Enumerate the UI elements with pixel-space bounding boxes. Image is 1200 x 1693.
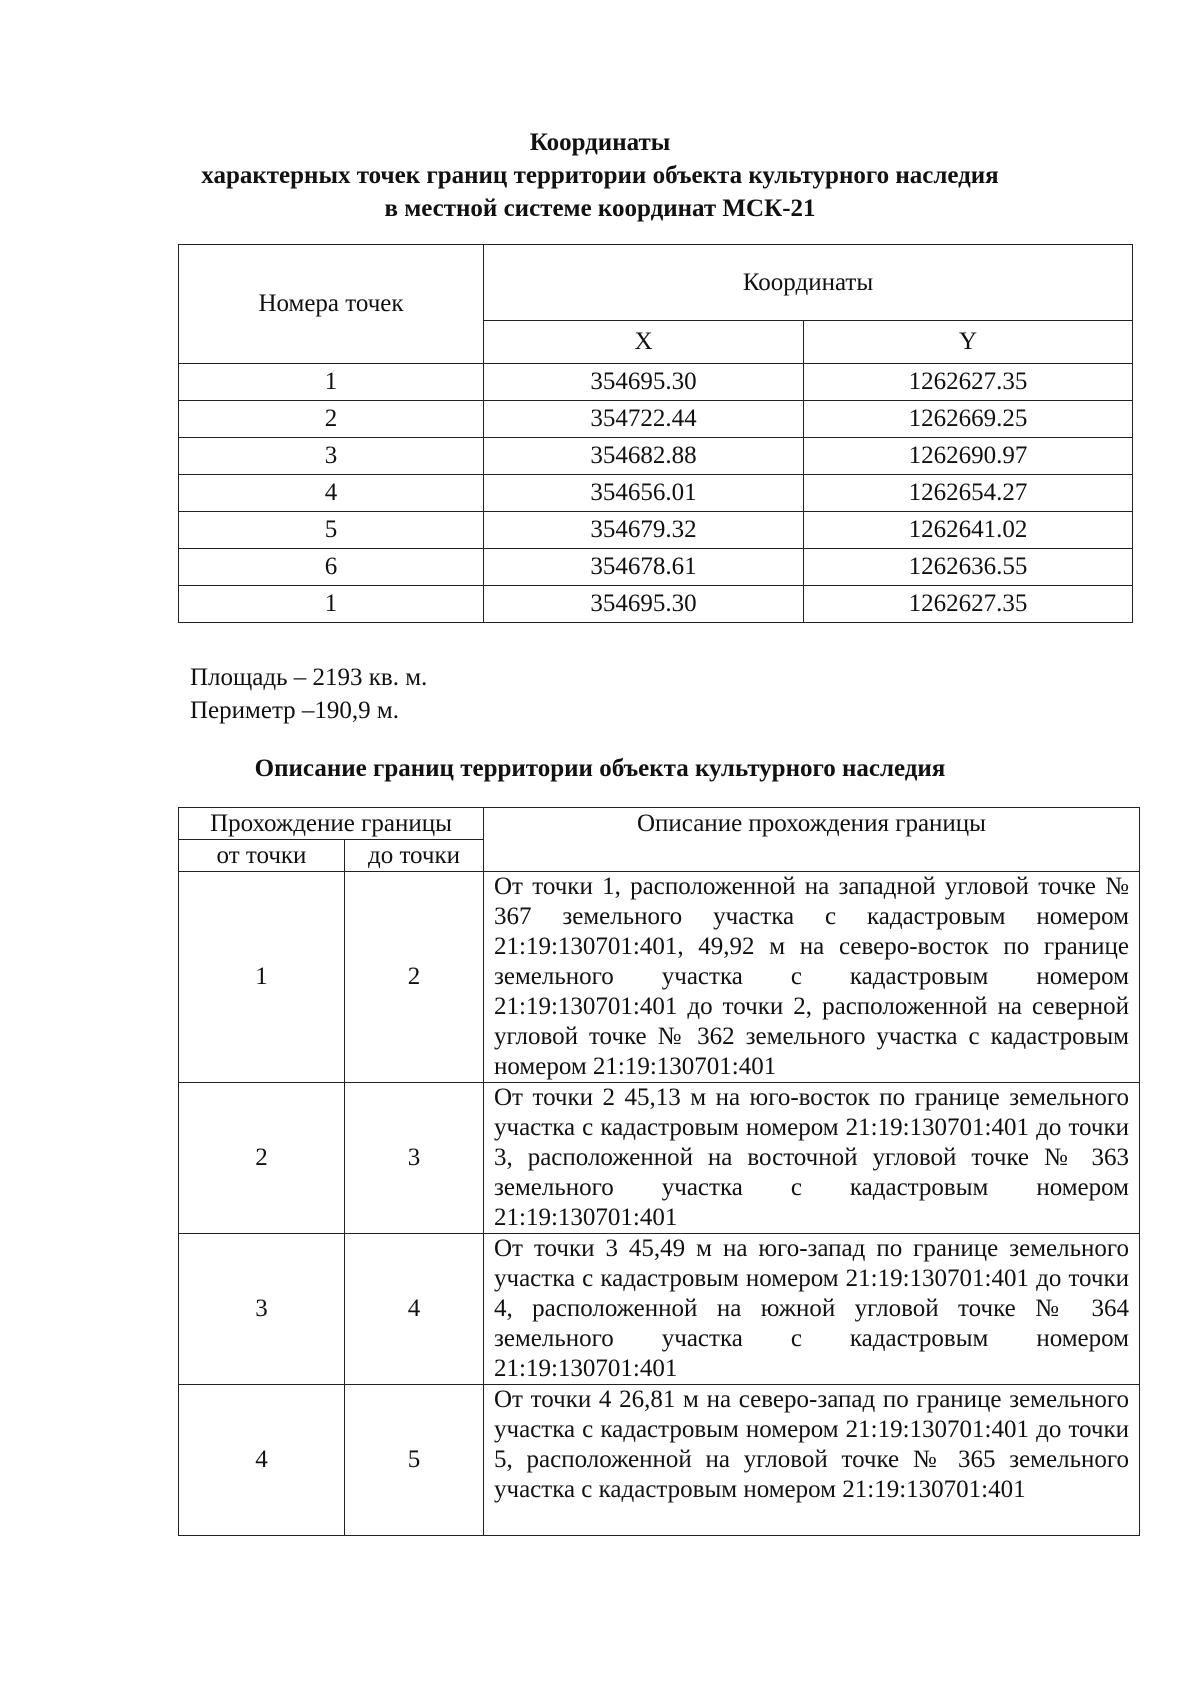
- header-coordinates: Координаты: [484, 245, 1133, 321]
- table-row: [179, 401, 1133, 438]
- coord-x: 354682.88: [484, 438, 804, 475]
- coord-x: 354656.01: [484, 475, 804, 512]
- boundary-description: От точки 2 45,13 м на юго-восток по границе земельного участка с кадастровым номером 21:19:130701:401 до точки 3, расположенной на восточной угловой точке № 363 земельного участка с кадастровым номером 21:19:130701:401: [484, 1083, 1140, 1234]
- from-point: 2: [179, 1083, 345, 1234]
- point-number: 5: [179, 512, 484, 549]
- coord-y: 1262690.97: [804, 438, 1133, 475]
- to-point: 3: [345, 1083, 484, 1234]
- table-row: [179, 364, 1133, 401]
- header-to-point: до точки: [345, 840, 484, 872]
- from-point: 1: [179, 872, 345, 1083]
- boundary-description: От точки 1, расположенной на западной угловой точке № 367 земельного участка с кадастровым номером 21:19:130701:401, 49,92 м на северо-восток по границе земельного участка с кадастровым номером 21:19:130701:401 до точки 2, расположенной на северной угловой точке № 362 земельного участка с кадастровым номером 21:19:130701:401: [484, 872, 1140, 1083]
- table-row: [179, 1083, 1140, 1234]
- table-row: [179, 438, 1133, 475]
- coord-y: 1262669.25: [804, 401, 1133, 438]
- point-number: 3: [179, 438, 484, 475]
- perimeter-value: Периметр –190,9 м.: [190, 697, 399, 724]
- table-row: [179, 586, 1133, 623]
- coord-x: 354678.61: [484, 549, 804, 586]
- header-from-point: от точки: [179, 840, 345, 872]
- coord-y: 1262627.35: [804, 364, 1133, 401]
- boundary-description: От точки 4 26,81 м на северо-запад по границе земельного участка с кадастровым номером 21:19:130701:401 до точки 5, расположенной на угловой точке № 365 земельного участка с кадастровым номером 21:19:130701:401: [484, 1385, 1140, 1536]
- coord-x: 354695.30: [484, 586, 804, 623]
- to-point: 2: [345, 872, 484, 1083]
- coord-y: 1262654.27: [804, 475, 1133, 512]
- table-row: [179, 872, 1140, 1083]
- coord-x: 354722.44: [484, 401, 804, 438]
- boundary-description: От точки 3 45,49 м на юго-запад по границе земельного участка с кадастровым номером 21:19:130701:401 до точки 4, расположенной на южной угловой точке № 364 земельного участка с кадастровым номером 21:19:130701:401: [484, 1234, 1140, 1385]
- header-point-numbers: Номера точек: [179, 245, 484, 364]
- point-number: 4: [179, 475, 484, 512]
- document-subtitle-system: в местной системе координат МСК-21: [384, 195, 816, 222]
- from-point: 4: [179, 1385, 345, 1536]
- header-boundary-passage: Прохождение границы: [179, 808, 484, 840]
- coord-y: 1262636.55: [804, 549, 1133, 586]
- to-point: 4: [345, 1234, 484, 1385]
- coord-x: 354679.32: [484, 512, 804, 549]
- boundary-description-table: [178, 807, 1140, 1536]
- to-point: 5: [345, 1385, 484, 1536]
- header-x: X: [484, 321, 804, 364]
- table-row: [179, 475, 1133, 512]
- boundary-section-title: Описание границ территории объекта культурного наследия: [254, 755, 946, 782]
- header-boundary-description: Описание прохождения границы: [484, 808, 1140, 872]
- area-value: Площадь – 2193 кв. м.: [190, 664, 428, 691]
- from-point: 3: [179, 1234, 345, 1385]
- document-title: Координаты: [529, 129, 671, 156]
- table-row: [179, 549, 1133, 586]
- table-row: [179, 1385, 1140, 1536]
- table-row: [179, 1234, 1140, 1385]
- coord-y: 1262641.02: [804, 512, 1133, 549]
- point-number: 2: [179, 401, 484, 438]
- table-row: [179, 512, 1133, 549]
- header-y: Y: [804, 321, 1133, 364]
- coordinates-table: [178, 244, 1133, 623]
- coord-y: 1262627.35: [804, 586, 1133, 623]
- point-number: 1: [179, 586, 484, 623]
- point-number: 1: [179, 364, 484, 401]
- point-number: 6: [179, 549, 484, 586]
- document-subtitle: характерных точек границ территории объекта культурного наследия: [201, 162, 999, 189]
- coord-x: 354695.30: [484, 364, 804, 401]
